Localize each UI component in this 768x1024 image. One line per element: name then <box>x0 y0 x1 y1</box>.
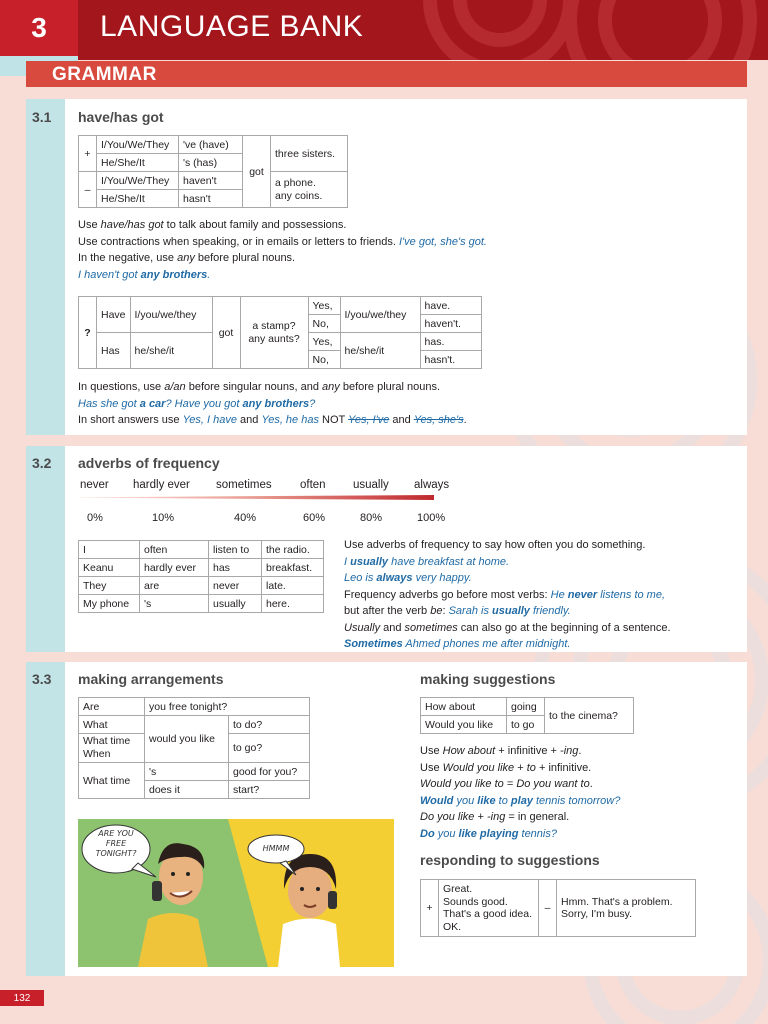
rule-text <box>78 217 346 234</box>
table-cell: haven't. <box>420 315 481 333</box>
text: + <box>474 811 487 823</box>
table-cell: are <box>140 577 209 595</box>
text: Frequency adverbs go before most verbs: <box>344 588 551 601</box>
table-cell: My phone <box>79 595 140 613</box>
table-cell: here. <box>262 595 324 613</box>
page-number: 132 <box>0 990 44 1006</box>
table-row <box>79 559 324 577</box>
table-cell: three sisters. <box>271 136 348 172</box>
table-cell: usually <box>209 595 262 613</box>
text: but after the verb <box>344 605 431 617</box>
table-cell: hardly ever <box>140 559 209 577</box>
table-cell: 've (have) <box>179 136 243 154</box>
table-cell: Are <box>79 698 145 716</box>
table-cell <box>240 297 308 369</box>
table-cell-line: any coins. <box>275 189 323 202</box>
text: = in general. <box>505 811 570 823</box>
table-cell: the radio. <box>262 541 324 559</box>
text: + infinitive. <box>535 761 592 774</box>
table-cell: he/she/it <box>130 333 212 369</box>
rule-text <box>420 809 569 826</box>
example: Ahmed phones me after midnight. <box>402 638 571 650</box>
responses-table <box>420 879 696 937</box>
table-cell: to the cinema? <box>545 698 634 734</box>
text: Use adverbs of frequency to say how often you do something. <box>344 539 646 551</box>
table-cell: What time <box>79 763 145 799</box>
text: -ing <box>560 745 579 757</box>
table-cell: Yes, <box>308 333 340 351</box>
text: NOT <box>318 414 349 427</box>
example-bold: always <box>376 572 413 584</box>
table-cell: listen to <box>209 541 262 559</box>
example-bold: play <box>510 794 533 807</box>
text: sometimes <box>404 621 458 634</box>
text: a/an <box>164 381 186 393</box>
table-cell: haven't <box>179 172 243 190</box>
text: and <box>389 414 414 427</box>
example: to <box>495 794 511 807</box>
example-bold: never <box>567 588 598 601</box>
table-cell: I/You/We/They <box>97 136 179 154</box>
text: How about <box>442 745 496 757</box>
rule-text <box>420 760 591 777</box>
text: . <box>589 778 593 790</box>
text: In questions, use <box>78 381 165 393</box>
example-bold: usually <box>350 555 389 568</box>
text: and <box>237 414 262 427</box>
table-cell: going <box>507 698 545 716</box>
text: In the negative, use <box>78 252 178 265</box>
table-cell: He/She/It <box>97 190 179 208</box>
minus-sign: – <box>79 172 97 208</box>
example-text <box>420 793 620 810</box>
example: I haven't got <box>78 268 141 281</box>
section-title: have/has got <box>78 109 164 125</box>
text: . <box>578 745 582 757</box>
adverbs-table <box>78 540 324 613</box>
section-number: 3.2 <box>32 455 52 471</box>
bubble-line: ARE YOU <box>98 829 134 838</box>
table-cell <box>439 880 539 937</box>
table-cell-line: When <box>83 748 111 760</box>
table-row <box>79 595 324 613</box>
example: very happy. <box>412 572 472 584</box>
text: before plural nouns. <box>194 252 296 265</box>
response-line: Sorry, I'm busy. <box>561 908 633 920</box>
table-cell-line: a stamp? <box>252 319 296 332</box>
table-cell <box>79 734 145 763</box>
table-cell: to go? <box>229 734 310 763</box>
section-title: adverbs of frequency <box>78 455 220 471</box>
frequency-percent: 80% <box>360 512 383 524</box>
table-cell: he/she/it <box>340 333 420 369</box>
text: Use <box>420 745 443 757</box>
example: friendly. <box>529 605 571 617</box>
example-bold: Sometimes <box>344 638 403 650</box>
example: Yes, I have <box>182 414 237 427</box>
table-cell-line: a phone. <box>275 176 316 189</box>
example-bold: like playing <box>458 827 519 840</box>
table-row <box>79 577 324 595</box>
example: ? Have you got <box>165 397 243 410</box>
rule-text <box>78 234 487 251</box>
example-text <box>420 826 557 843</box>
rule-text <box>420 743 581 760</box>
example: listens to me, <box>597 588 666 601</box>
text: can also go at the beginning of a sentence. <box>457 621 671 634</box>
response-line: OK. <box>443 920 462 933</box>
text: + <box>514 761 527 774</box>
rule-text <box>344 603 571 620</box>
frequency-word: usually <box>353 479 389 491</box>
example-text <box>344 570 472 587</box>
table-cell: has <box>209 559 262 577</box>
table-cell: I/you/we/they <box>130 297 212 333</box>
have-got-table <box>78 135 348 208</box>
text: any <box>177 252 195 265</box>
example-bold: a car <box>139 397 166 410</box>
example: Yes, he has <box>261 414 319 427</box>
frequency-word: never <box>80 479 109 491</box>
example: got. <box>465 235 487 248</box>
example-bold: Do <box>420 827 435 840</box>
example-text <box>78 267 210 284</box>
plus-sign: + <box>421 880 439 937</box>
example: ? <box>309 397 316 410</box>
table-cell: Has <box>97 333 131 369</box>
example-text <box>344 554 509 571</box>
table-cell <box>557 880 696 937</box>
frequency-word: sometimes <box>216 479 272 491</box>
section-3-1-sidebar <box>26 99 65 435</box>
example: Sarah is <box>448 605 493 617</box>
text: Would you like to <box>420 778 504 790</box>
example: Leo is <box>344 572 377 584</box>
response-line: Hmm. That's a problem. <box>561 895 673 908</box>
minus-sign: – <box>539 880 557 937</box>
unit-number: 3 <box>0 0 78 56</box>
table-cell: you free tonight? <box>145 698 310 716</box>
table-cell: No, <box>308 351 340 369</box>
text: before plural nouns. <box>339 381 441 393</box>
text: Use contractions when speaking, or in emails or letters to friends. <box>78 235 399 248</box>
text: Would you like <box>442 761 515 774</box>
example: I <box>344 555 351 568</box>
example: you <box>453 794 478 807</box>
text: = <box>503 778 517 790</box>
rule-text <box>344 537 645 554</box>
table-cell: Would you like <box>421 716 507 734</box>
frequency-percent: 10% <box>152 512 175 524</box>
example-text <box>78 396 315 413</box>
text: Usually <box>344 621 381 634</box>
table-row <box>79 541 324 559</box>
text: : <box>442 605 449 617</box>
rule-text <box>344 620 671 637</box>
frequency-percent: 100% <box>417 512 446 524</box>
example: tennis? <box>518 827 557 840</box>
example: . <box>207 268 211 281</box>
text: + infinitive + <box>495 745 561 757</box>
example: I've <box>398 235 416 248</box>
rule-text <box>78 379 440 396</box>
text: and <box>380 621 405 634</box>
rule-text <box>420 776 593 793</box>
question-mark: ? <box>79 297 97 369</box>
table-cell: hasn't. <box>420 351 481 369</box>
grammar-heading: GRAMMAR <box>52 64 157 85</box>
plus-sign: + <box>79 136 97 172</box>
text: Use <box>78 219 101 231</box>
table-cell: 's (has) <box>179 154 243 172</box>
text: be <box>430 605 443 617</box>
example-bold: like <box>477 794 496 807</box>
section-title: making arrangements <box>78 671 224 687</box>
table-cell: got <box>243 136 271 208</box>
frequency-word: hardly ever <box>133 479 190 491</box>
example-bold: usually <box>492 605 530 617</box>
text: to talk about family and possessions. <box>163 219 347 231</box>
table-cell: I/you/we/they <box>340 297 420 333</box>
page-title: LANGUAGE BANK <box>100 10 364 43</box>
example-struck: Yes, she's <box>413 414 464 427</box>
frequency-percent: 60% <box>303 512 326 524</box>
text: . <box>463 414 467 427</box>
example: you <box>434 827 459 840</box>
bubble-line: TONIGHT? <box>95 849 137 858</box>
example: tennis tomorrow? <box>532 794 621 807</box>
have-got-questions-table <box>78 296 482 369</box>
table-cell: late. <box>262 577 324 595</box>
example-struck: Yes, I've <box>348 414 390 427</box>
table-cell: He/She/It <box>97 154 179 172</box>
text: to <box>526 761 536 774</box>
example: Has she got <box>78 397 140 410</box>
table-cell: hasn't <box>179 190 243 208</box>
table-cell <box>271 172 348 208</box>
text: Do you want to <box>516 778 590 790</box>
table-cell-line: any aunts? <box>248 332 300 345</box>
bubble-line: FREE <box>105 839 127 848</box>
response-line: Sounds good. <box>443 895 508 908</box>
table-cell: 's <box>145 763 229 781</box>
table-cell: No, <box>308 315 340 333</box>
table-cell: does it <box>145 781 229 799</box>
example: got, <box>415 235 441 248</box>
text: any <box>322 381 340 393</box>
response-line: That's a good idea. <box>443 908 532 920</box>
example: He <box>550 588 568 601</box>
table-cell: to do? <box>229 716 310 734</box>
example: she's <box>440 235 466 248</box>
rule-text <box>78 250 295 267</box>
table-cell: have. <box>420 297 481 315</box>
table-cell: often <box>140 541 209 559</box>
grammar-section-bar <box>26 61 747 87</box>
table-cell: would you like <box>145 716 229 763</box>
table-cell: start? <box>229 781 310 799</box>
table-cell: They <box>79 577 140 595</box>
table-cell: Keanu <box>79 559 140 577</box>
example: have breakfast at home. <box>388 555 510 568</box>
section-subtitle: responding to suggestions <box>420 852 600 868</box>
frequency-percent: 0% <box>87 512 103 524</box>
table-cell: How about <box>421 698 507 716</box>
table-cell: got <box>212 297 240 369</box>
example-bold: any brothers <box>242 397 310 410</box>
text: Do you like <box>420 811 475 823</box>
speech-bubble-text: HMMM <box>262 844 290 853</box>
frequency-word: often <box>300 479 326 491</box>
example-bold: any brothers <box>140 268 208 281</box>
table-cell: What <box>79 716 145 734</box>
frequency-word: always <box>414 479 450 491</box>
table-cell: has. <box>420 333 481 351</box>
suggestions-table <box>420 697 634 734</box>
table-cell: I/You/We/They <box>97 172 179 190</box>
frequency-percent: 40% <box>234 512 257 524</box>
arrangements-table <box>78 697 310 799</box>
table-cell: Yes, <box>308 297 340 315</box>
header-rings-decoration <box>380 0 768 60</box>
rule-text <box>344 587 665 604</box>
text: In short answers use <box>78 414 183 427</box>
section-3-2-sidebar <box>26 446 65 652</box>
table-cell: I <box>79 541 140 559</box>
table-cell: Have <box>97 297 131 333</box>
example-text <box>344 636 570 653</box>
table-cell-line: What time <box>83 735 131 747</box>
section-number: 3.1 <box>32 109 52 125</box>
section-3-3-sidebar <box>26 662 65 976</box>
text: have/has got <box>100 219 164 231</box>
comic-illustration <box>78 819 394 967</box>
table-cell: 's <box>140 595 209 613</box>
table-cell: breakfast. <box>262 559 324 577</box>
table-cell: good for you? <box>229 763 310 781</box>
text: before singular nouns, and <box>185 381 323 393</box>
rule-text <box>78 412 467 429</box>
section-number: 3.3 <box>32 671 52 687</box>
table-cell: never <box>209 577 262 595</box>
example-bold: Would <box>420 794 454 807</box>
response-line: Great. <box>443 883 473 895</box>
table-cell: to go <box>507 716 545 734</box>
text: Use <box>420 761 443 774</box>
speech-bubble-text <box>88 829 144 859</box>
text: -ing <box>486 811 506 823</box>
section-subtitle: making suggestions <box>420 671 556 687</box>
